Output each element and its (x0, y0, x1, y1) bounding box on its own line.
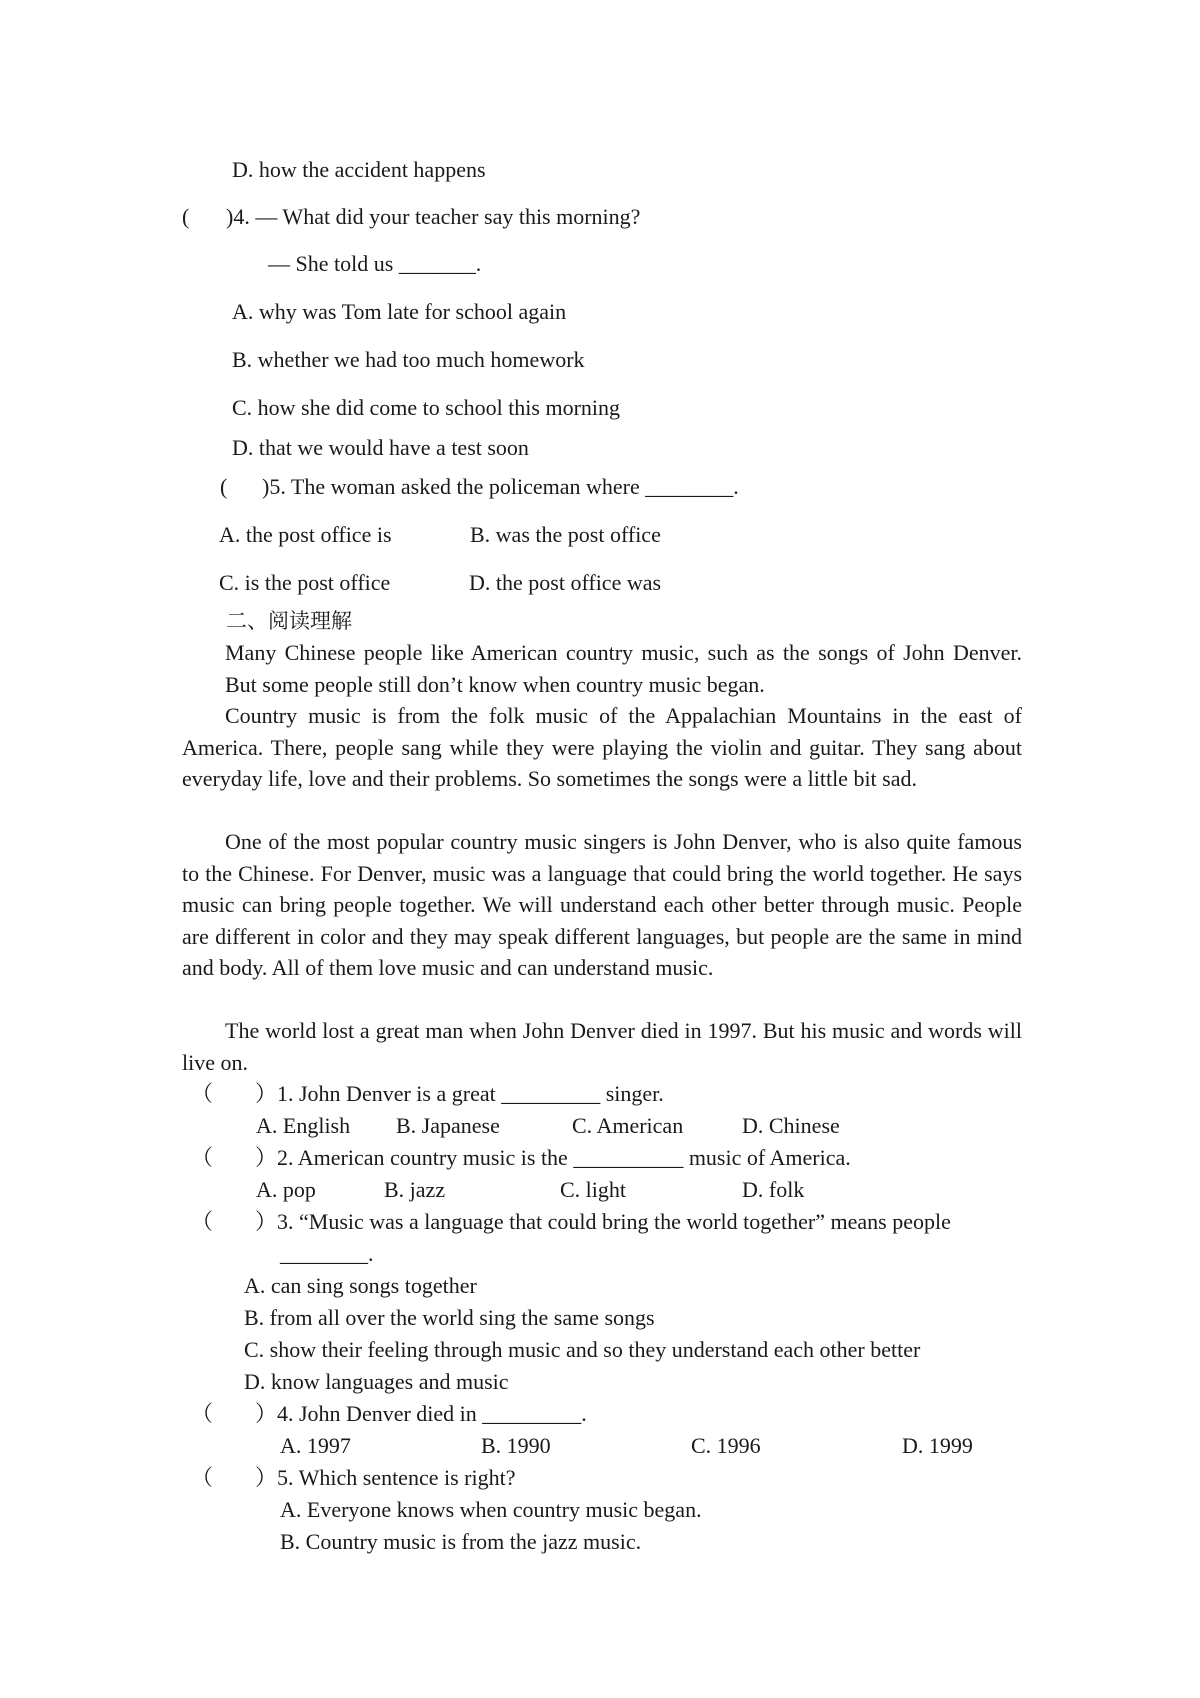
q4-answer-line: — She told us _______. (268, 251, 482, 276)
passage-paragraph-4: The world lost a great man when John Denver died in 1997. But his music and words will live on. (182, 1018, 1022, 1075)
rq2-answer-paren[interactable]: （ (191, 1145, 214, 1170)
rq3-option-b: B. from all over the world sing the same songs (244, 1305, 655, 1330)
q5-answer-paren[interactable]: ( (220, 474, 228, 499)
q5-option-a: A. the post office is (219, 522, 392, 547)
q4-option-d: D. that we would have a test soon (232, 435, 529, 460)
section-heading: 二、阅读理解 (226, 609, 352, 633)
rq3-answer-paren[interactable]: （ (191, 1209, 214, 1234)
q4-option-a: A. why was Tom late for school again (232, 299, 567, 324)
rq4-option-b: B. 1990 (481, 1433, 551, 1458)
rq1-option-c: C. American (572, 1113, 684, 1138)
rq2-stem: ）2. American country music is the __________ music of America. (255, 1145, 851, 1170)
q4-option-c: C. how she did come to school this morning (232, 395, 621, 420)
rq4-option-d: D. 1999 (902, 1433, 973, 1458)
rq5-option-a: A. Everyone knows when country music began. (280, 1497, 702, 1522)
q4-question: )4. — What did your teacher say this morning? (226, 204, 641, 229)
q4-option-b: B. whether we had too much homework (232, 347, 585, 372)
passage-paragraph-2: Country music is from the folk music of the Appalachian Mountains in the east of America. There, people sang while they were playing the violin and guitar. They sang about everyday life, love and their problems. So sometimes the songs were a little bit sad. (182, 703, 1022, 791)
rq3-stem: ）3. “Music was a language that could bring the world together” means people (255, 1209, 951, 1234)
passage-paragraph-3: One of the most popular country music singers is John Denver, who is also quite famous to the Chinese. For Denver, music was a language that could bring the world together. He says music can bring people together. We will understand each other better through music. People are different in color and they may speak different languages, but people are the same in mind and body. All of them love music and can understand music. (182, 829, 1022, 980)
rq5-stem: ）5. Which sentence is right? (255, 1465, 516, 1490)
rq2-option-a: A. pop (256, 1177, 316, 1202)
rq1-stem: ）1. John Denver is a great _________ singer. (255, 1081, 664, 1106)
rq5-answer-paren[interactable]: （ (191, 1465, 214, 1490)
rq1-option-a: A. English (256, 1113, 351, 1138)
q4-answer-paren[interactable]: ( (182, 204, 190, 229)
rq4-option-c: C. 1996 (691, 1433, 761, 1458)
rq2-option-d: D. folk (742, 1177, 805, 1202)
rq5-option-b: B. Country music is from the jazz music. (280, 1529, 642, 1554)
q3-option-d: D. how the accident happens (232, 157, 486, 182)
passage-paragraph-1: Many Chinese people like American country music, such as the songs of John Denver. But some people still don’t know when country music began. (225, 640, 1022, 697)
rq1-option-d: D. Chinese (742, 1113, 840, 1138)
rq1-answer-paren[interactable]: （ (191, 1081, 214, 1106)
rq4-stem: ）4. John Denver died in _________. (255, 1401, 587, 1426)
rq3-blank: ________. (280, 1241, 374, 1266)
q5-option-b: B. was the post office (470, 522, 661, 547)
rq3-option-a: A. can sing songs together (244, 1273, 477, 1298)
rq2-option-b: B. jazz (384, 1177, 446, 1202)
rq3-option-d: D. know languages and music (244, 1369, 509, 1394)
q5-option-c: C. is the post office (219, 570, 391, 595)
rq3-option-c: C. show their feeling through music and so they understand each other better (244, 1337, 921, 1362)
rq1-option-b: B. Japanese (396, 1113, 500, 1138)
q5-option-d: D. the post office was (469, 570, 662, 595)
rq2-option-c: C. light (560, 1177, 627, 1202)
q5-question: )5. The woman asked the policeman where ________. (262, 474, 739, 499)
rq4-answer-paren[interactable]: （ (191, 1401, 214, 1426)
rq4-option-a: A. 1997 (280, 1433, 351, 1458)
